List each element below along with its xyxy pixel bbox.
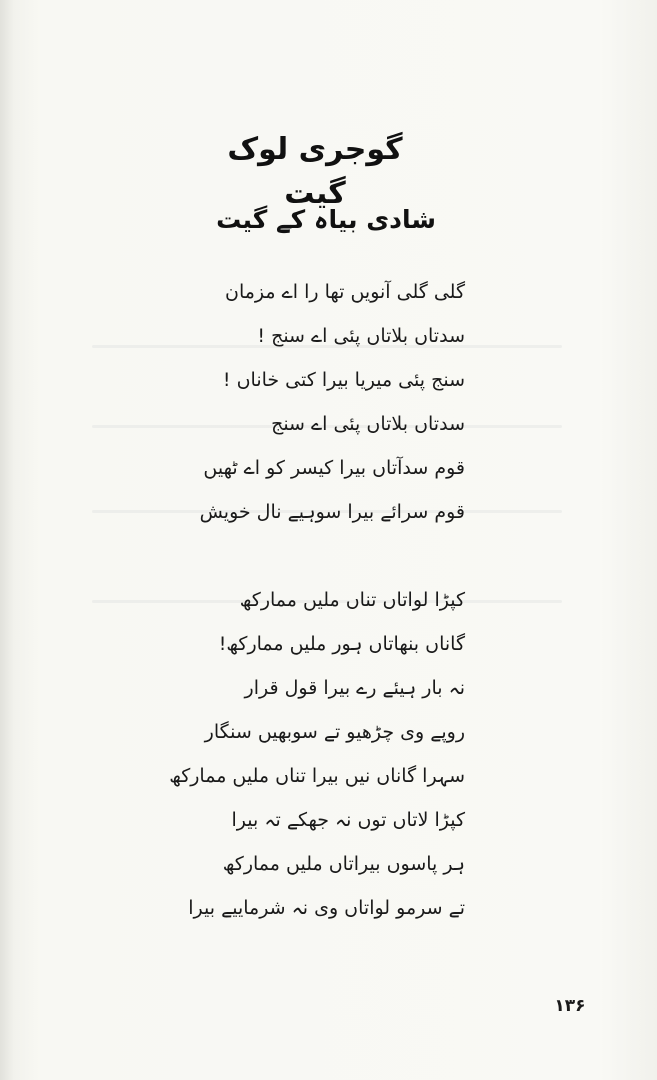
verse-line: قوم سدآتاں بیرا کیسر کو اے ٹھیں	[203, 457, 465, 479]
page-gutter-shadow	[0, 0, 14, 1080]
verse-line: گلی گلی آنویں تھا را اے مزمان	[225, 281, 465, 303]
verse-line: سہرا گاناں نیں بیرا تناں ملیں ممارکھ	[169, 765, 465, 787]
verse-line: سدتاں بلاتاں پئی اے سنج !	[257, 325, 465, 347]
stanza-2	[165, 578, 465, 930]
verse-line: ہر پاسوں بیراتاں ملیں ممارکھ	[222, 853, 465, 875]
page-subtitle: شادی بیاہ کے گیت	[216, 205, 436, 234]
verse-line: سدتاں بلاتاں پئی اے سنج	[271, 413, 465, 435]
verse-line: کپڑا لاتاں توں نہ جھکے تہ بیرا	[231, 809, 465, 831]
page-number: ۱۳۶	[554, 996, 586, 1016]
verse-line: کپڑا لواتاں تناں ملیں ممارکھ	[239, 589, 465, 611]
verse-line: سنج پئی میریا بیرا کتی خاناں !	[222, 369, 465, 391]
verse-line: نہ بار ہیئے رے بیرا قول قرار	[244, 677, 465, 699]
verse-line: روپے وی چڑھیو تے سوبھیں سنگار	[204, 721, 465, 743]
verse-line: تے سرمو لواتاں وی نہ شرماییے بیرا	[188, 897, 465, 919]
verse-line: گاناں بنھاتاں ہور ملیں ممارکھ!	[218, 633, 465, 655]
page-title: گوجری لوک گیت	[227, 132, 403, 211]
stanza-1	[165, 270, 465, 534]
verse-line: قوم سرائے بیرا سوہیے نال خویش	[199, 501, 465, 523]
